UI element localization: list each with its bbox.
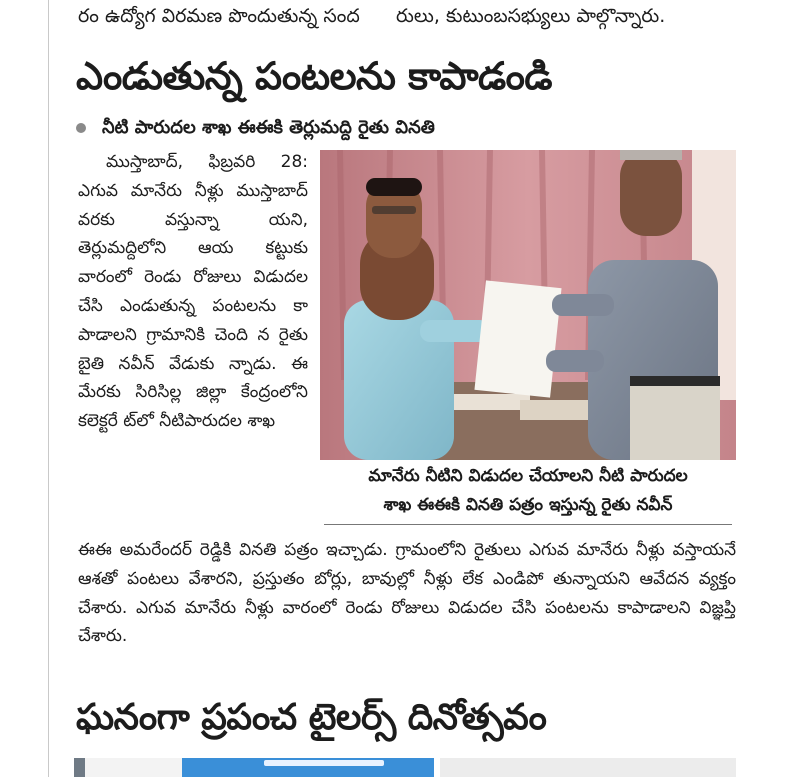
caption-underline [324,524,732,525]
continuation-left-text: రం ఉద్యోగ విరమణ పొందుతున్న సంద [78,5,360,27]
article-subhead [76,113,726,143]
article-body-column: ముస్తాబాద్‌, ఫిబ్రవరి 28: ఎగువ మానేరు నీళ్లు ముస్తాబాద్‌ వరకు వస్తున్నా యని, తెర్లుమద్దిలోని ఆయ కట్టుకు వారంలో రెండు రోజులు విడుదల చేసి ఎండుతున్న పంటలను కా పాడాలని గ్రామానికి చెంది న రైతు బైతి నవీన్‌ వేడుకు న్నాడు. ఈ మేరకు సిరిసిల్ల జిల్లా కేంద్రంలోని కలెక్టరే ట్‌లో నీటిపారుదల శాఖ [78,152,308,432]
article-photo [320,150,736,460]
subhead-text: నీటి పారుదల శాఖ ఈఈకి తెర్లుమద్ది రైతు వినతి [102,117,435,138]
continuation-right-text: రులు, కుటుంబసభ్యులు పాల్గొన్నారు. [396,5,666,27]
next-article-photo [74,758,434,777]
article-body-wide: ఈఈ అమరేందర్‌ రెడ్డికి వినతి పత్రం ఇచ్చాడు. గ్రామంలోని రైతులు ఎగువ మానేరు నీళ్లు వస్తాయనే ఆశతో పంటలు వేశారని, ప్రస్తుతం బోర్లు, బావుల్లో నీళ్లు లేక ఎండిపో తున్నాయని ఆవేదన వ్యక్తం చేశారు. ఎగువ మానేరు నీళ్లు వారంలో రెండు రోజులు విడుదల చేసి పంటలను కాపాడాలని విజ్ఞప్తి చేశారు. [78,540,736,647]
next-article-photo-right [440,758,736,777]
previous-article-continuation [78,0,738,32]
article-headline: ఎండుతున్న పంటలను కాపాడండి [76,54,552,98]
column-rule [48,0,49,777]
photo-caption-line-2: శాఖ ఈఈకి వినతి పత్రం ఇస్తున్న రైతు నవీన్‌ [383,495,673,515]
bullet-icon [76,123,86,133]
banner-hint [264,760,384,766]
next-article-headline: ఘనంగా ప్రపంచ టైలర్స్‌ దినోత్సవం [76,697,547,738]
photo-caption [320,462,736,520]
photo-caption-line-1: మానేరు నీటిని విడుదల చేయాలని నీటి పారుదల [368,466,688,486]
photo-illustration [320,150,736,460]
